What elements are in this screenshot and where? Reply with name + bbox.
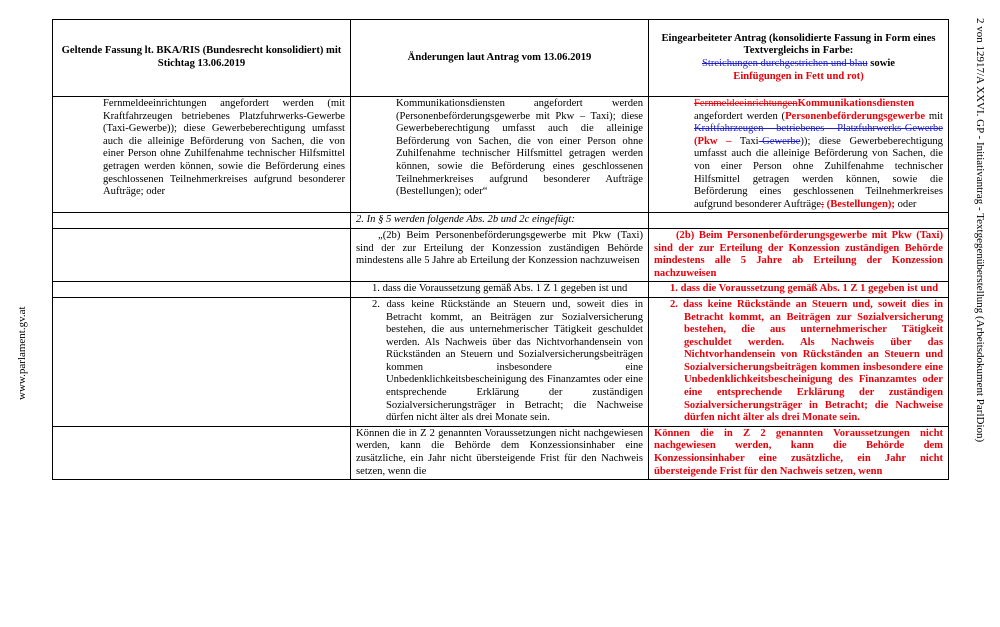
row1-col3	[649, 97, 949, 213]
row3-col2: „(2b) Beim Personenbeförderungsgewerbe mit Pkw (Taxi) sind der zur Erteilung der Konzession zuständigen Behörde mindestens alle 5 Jahre ab Erteilung der Konzession nachzuweisen	[351, 228, 649, 281]
row2-col1	[53, 213, 351, 229]
header-col3-main: Eingearbeiteter Antrag (konsolidierte Fassung in Form eines Textvergleichs in Farbe:	[661, 32, 936, 57]
header-col3-strike: Streichungen durchgestrichen und blau	[701, 58, 868, 69]
deletion: Kraftfahrzeugen betriebenes Platzfuhrwerks-Gewerbe	[694, 123, 943, 135]
row6-col2: Können die in Z 2 genannten Voraussetzungen nicht nachgewiesen werden, kann die Behörde dem Konzessionsinhaber eine zusätzliche, ein Jahr nicht übersteigende Frist für den Nachweis setzen, wenn die	[351, 426, 649, 479]
row5-col3	[649, 297, 949, 426]
text: )); diese Gewerbeberechtigung umfasst auch die alleinige Beförderung von Sachen, die von einer Person ohne Zuhilfenahme technischer Hilfsmittel getragen werden können, sowie die Beförderung eines geschlossenen Teilnehmerkreises aufgrund besonderer Aufträge	[694, 135, 943, 210]
insertion: Kommunikationsdiensten	[797, 98, 915, 109]
insertion: (Pkw –	[694, 135, 732, 147]
row4-col3-text: 1. dass die Voraussetzung gemäß Abs. 1 Z 1 gegeben ist und	[670, 283, 939, 295]
table-row	[53, 97, 949, 213]
deletion: Fernmeldeeinrichtungen	[694, 98, 798, 109]
row3-col3: (2b) Beim Personenbeförderungsgewerbe mit Pkw (Taxi) sind der zur Erteilung der Konzession zuständigen Behörde mindestens alle 5 Jahre ab Erteilung der Konzession nachzuweisen	[649, 228, 949, 281]
table-row	[53, 297, 949, 426]
table-row	[53, 282, 949, 298]
text: Taxi	[731, 135, 759, 147]
insertion: Personenbeförderungsgewerbe	[785, 110, 926, 122]
text: angefordert werden (	[694, 110, 786, 122]
row4-col3	[649, 282, 949, 298]
row2-col3	[649, 213, 949, 229]
row5-col2-text: 2. dass keine Rückstände an Steuern und, soweit dies in Betracht kommt, an Beiträgen zur Sozialversicherung bestehen, die aus unternehmerischer Tätigkeit geschuldet werden. Als Nachweis über das Nichtvorhandensein von Rückständen an Steuern und Sozialversicherungsbeiträgen kommen insbesondere eine Unbedenklichkeitsbescheinigung des Finanzamtes oder eine entsprechende Erklärung der zuständigen Sozialversicherungsträger in Betracht; die Nachweise dürfen nicht älter als drei Monate sein.	[372, 298, 643, 424]
side-page-info-text: 2 von 12917/A XXVI. GP - Initiativantrag - Textgegenüberstellung (Arbeitsdokument ParlDion)	[974, 18, 986, 443]
comparison-table	[52, 19, 949, 480]
side-url	[14, 300, 30, 400]
row1-col2: Kommunikationsdiensten angefordert werden (Personenbeförderungsgewerbe mit Pkw – Taxi); diese Gewerbeberechtigung umfasst auch die alleinige Beförderung von Sachen, die von einer Person ohne Zuhilfenahme technischer Hilfsmittel getragen werden können, sowie die Beförderung eines geschlossenen Teilnehmerkreises aufgrund besonderer Aufträge (Bestellungen); oder“	[351, 97, 649, 213]
deletion: ;	[821, 198, 825, 210]
row5-col1	[53, 297, 351, 426]
table-row	[53, 228, 949, 281]
row5-col3-text: 2. dass keine Rückstände an Steuern und, soweit dies in Betracht kommt, an Beiträgen zur Sozialversicherung bestehen, die aus unternehmerischer Tätigkeit geschuldet werden. Als Nachweis über das Nichtvorhandensein von Rückständen an Steuern und Sozialversicherungsbeiträgen kommen insbesondere eine Unbedenklichkeitsbescheinigung des Finanzamtes oder eine entsprechende Erklärung der zuständigen Sozialversicherungsträger in Betracht; die Nachweise dürfen nicht älter als drei Monate sein.	[670, 298, 943, 424]
row6-col1	[53, 426, 351, 479]
row4-col2-text: 1. dass die Voraussetzung gemäß Abs. 1 Z 1 gegeben ist und	[372, 283, 628, 295]
row1-col1: Fernmeldeeinrichtungen angefordert werden (mit Kraftfahrzeugen betriebenes Platzfuhrwerks-Gewerbe (Taxi-Gewerbe)); diese Gewerbeberechtigung umfasst auch die alleinige Beförderung von Sachen, die von einer Person ohne Zuhilfenahme technischer Hilfsmittel getragen werden können, sowie die Beförderung eines geschlossenen Teilnehmerkreises aufgrund besonderer Aufträge; oder	[53, 97, 351, 213]
header-col3	[649, 20, 949, 97]
row2-col2: 2. In § 5 werden folgende Abs. 2b und 2c eingefügt:	[351, 213, 649, 229]
text: mit	[925, 110, 943, 122]
table-row	[53, 426, 949, 479]
header-col3-sowie: sowie	[867, 58, 895, 69]
header-col3-red: Einfügungen in Fett und rot)	[733, 70, 864, 82]
row3-col1	[53, 228, 351, 281]
header-row	[53, 20, 949, 97]
insertion: (Bestellungen);	[824, 198, 895, 210]
header-col2: Änderungen laut Antrag vom 13.06.2019	[351, 20, 649, 97]
text: oder	[894, 198, 917, 210]
row4-col2	[351, 282, 649, 298]
row6-col3: Können die in Z 2 genannten Voraussetzungen nicht nachgewiesen werden, kann die Behörde dem Konzessionsinhaber eine zusätzliche, ein Jahr nicht übersteigende Frist für den Nachweis setzen, wenn	[649, 426, 949, 479]
deletion: -Gewerbe	[758, 135, 801, 147]
header-col1: Geltende Fassung lt. BKA/RIS (Bundesrecht konsolidiert) mit Stichtag 13.06.2019	[53, 20, 351, 97]
side-url-text: www.parlament.gv.at	[16, 306, 28, 400]
table-row	[53, 213, 949, 229]
side-page-info	[970, 10, 988, 620]
row4-col1	[53, 282, 351, 298]
row5-col2	[351, 297, 649, 426]
